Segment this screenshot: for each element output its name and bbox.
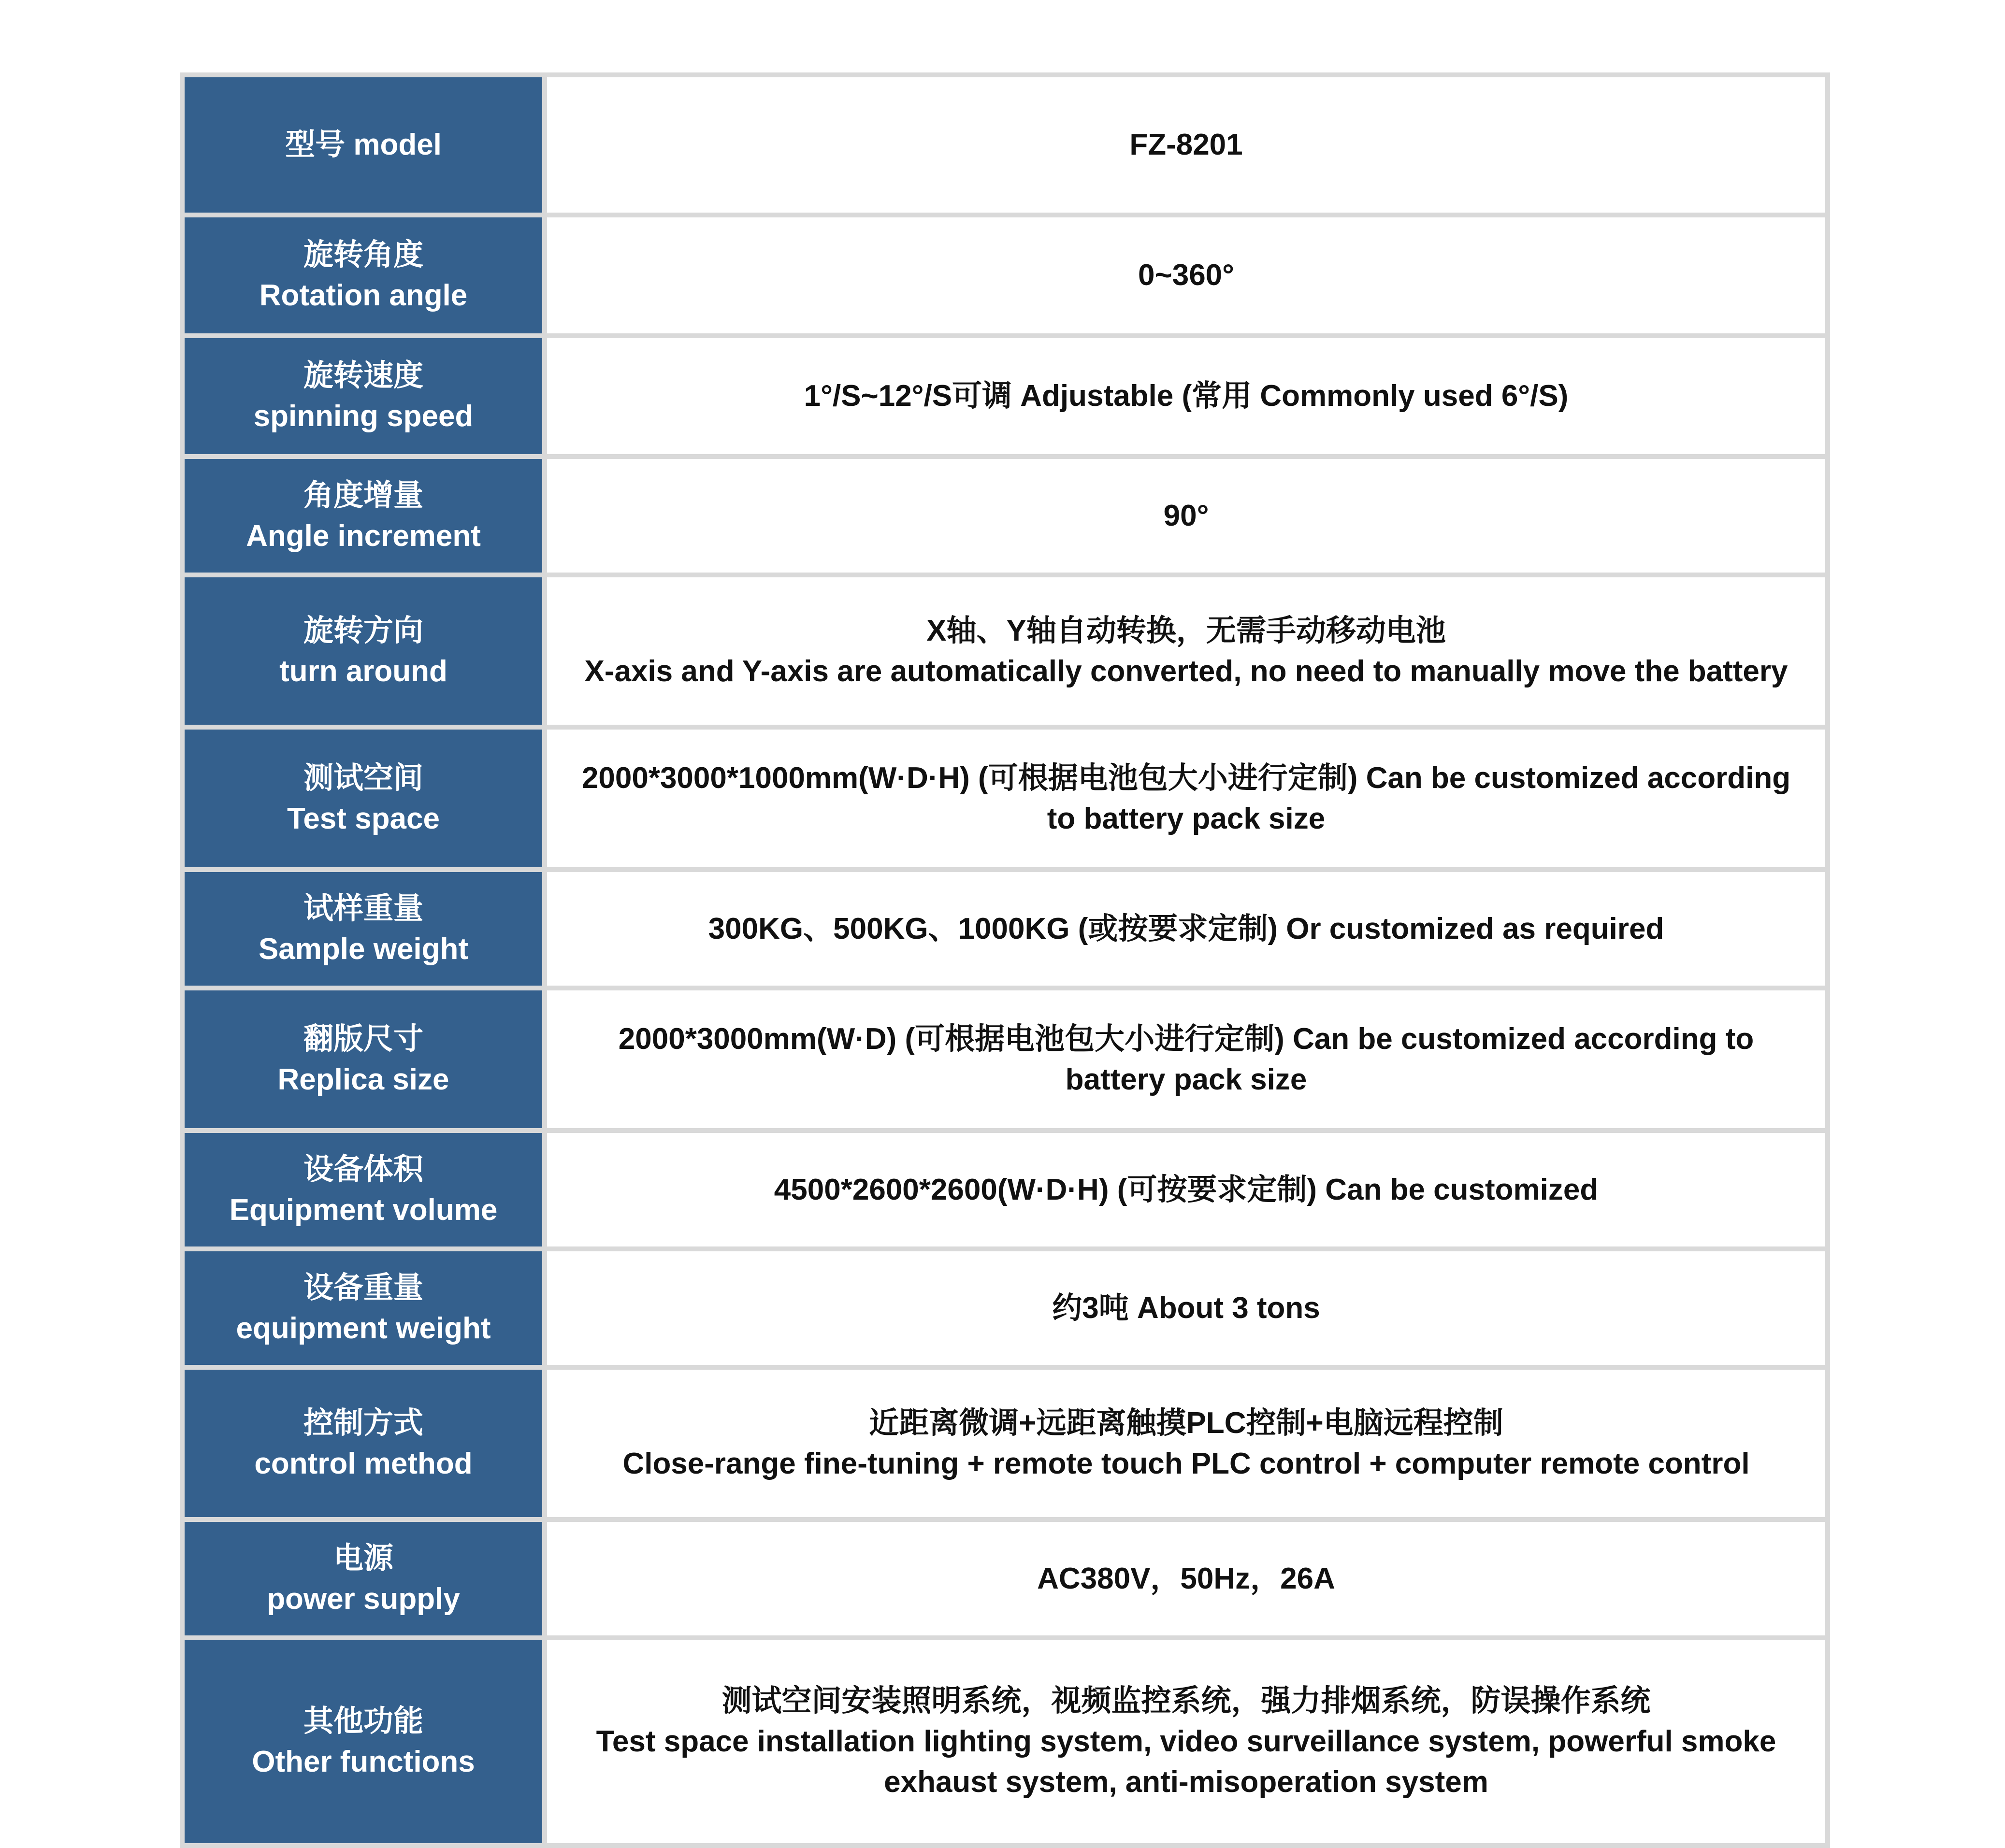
- label-text-zh: 其他功能: [303, 1705, 423, 1738]
- label-text-en: Other functions: [252, 1745, 475, 1778]
- spec-row: [185, 990, 1825, 1128]
- label-text-en: Sample weight: [258, 932, 469, 966]
- spec-table: [180, 72, 1830, 1848]
- label-text-zh: 型号 model: [285, 128, 442, 162]
- label-text-zh: 角度增量: [303, 478, 423, 512]
- spec-row-value: [547, 872, 1825, 986]
- label-text-en: Replica size: [277, 1062, 449, 1096]
- value-text: Test space installation lighting system, video surveillance system, powerful smoke exhaust system, anti-misoperation system: [596, 1725, 1776, 1799]
- spec-row-value: [547, 730, 1825, 867]
- spec-row-value: [547, 1640, 1825, 1843]
- spec-row-value: [547, 577, 1825, 725]
- label-text-zh: 旋转速度: [303, 359, 423, 393]
- spec-row-label: [185, 730, 542, 867]
- value-text: 2000*3000mm(W·D) (可根据电池包大小进行定制) Can be customized according to battery pack size: [618, 1022, 1754, 1096]
- value-text: X-axis and Y-axis are automatically converted, no need to manually move the battery: [584, 654, 1788, 688]
- spec-row-label: [185, 872, 542, 986]
- label-text-zh: 试样重量: [303, 891, 423, 925]
- spec-row-label: [185, 217, 542, 333]
- spec-row: [185, 77, 1825, 213]
- label-text-zh: 控制方式: [303, 1406, 423, 1440]
- spec-row-label: [185, 338, 542, 454]
- value-text: FZ-8201: [1129, 128, 1243, 162]
- spec-row: [185, 1133, 1825, 1246]
- spec-row-label: [185, 1370, 542, 1517]
- label-text-en: Angle increment: [246, 519, 481, 553]
- value-text: 4500*2600*2600(W·D·H) (可按要求定制) Can be customized: [774, 1173, 1599, 1206]
- value-text: 0~360°: [1138, 258, 1234, 292]
- label-text-en: spinning speed: [253, 400, 474, 433]
- label-text-en: turn around: [279, 654, 447, 688]
- label-text-en: Test space: [287, 802, 440, 835]
- value-text: 2000*3000*1000mm(W·D·H) (可根据电池包大小进行定制) Can be customized according to battery pack size: [581, 761, 1791, 835]
- label-text-en: Equipment volume: [229, 1193, 498, 1227]
- spec-row-label: [185, 1251, 542, 1365]
- label-text-zh: 旋转角度: [303, 238, 423, 272]
- label-text-zh: 测试空间: [303, 761, 423, 795]
- spec-row-value: [547, 1370, 1825, 1517]
- spec-row-label: [185, 990, 542, 1128]
- value-text: 90°: [1163, 499, 1209, 532]
- value-text: Close-range fine-tuning + remote touch PLC control + computer remote control: [622, 1447, 1750, 1480]
- spec-row: [185, 730, 1825, 867]
- spec-row-label: [185, 1640, 542, 1843]
- value-text: 300KG、500KG、1000KG (或按要求定制) Or customized as required: [708, 912, 1664, 945]
- spec-row: [185, 872, 1825, 986]
- spec-row-value: [547, 217, 1825, 333]
- value-text: 近距离微调+远距离触摸PLC控制+电脑远程控制: [869, 1406, 1503, 1440]
- label-text-zh: 旋转方向: [303, 614, 423, 647]
- label-text-en: power supply: [267, 1582, 460, 1616]
- spec-row: [185, 1370, 1825, 1517]
- value-text: X轴、Y轴自动转换，无需手动移动电池: [926, 614, 1446, 647]
- spec-row-value: [547, 459, 1825, 573]
- spec-row: [185, 1251, 1825, 1365]
- label-text-en: equipment weight: [236, 1311, 491, 1345]
- value-text: 1°/S~12°/S可调 Adjustable (常用 Commonly used 6°/S): [804, 379, 1569, 413]
- spec-row-label: [185, 577, 542, 725]
- spec-row: [185, 1522, 1825, 1635]
- spec-table-body: [185, 77, 1825, 1843]
- spec-row-value: [547, 1251, 1825, 1365]
- value-text: 测试空间安装照明系统，视频监控系统，强力排烟系统，防误操作系统: [721, 1684, 1651, 1718]
- value-text: AC380V，50Hz，26A: [1037, 1561, 1335, 1595]
- spec-row-value: [547, 1133, 1825, 1246]
- spec-row-value: [547, 338, 1825, 454]
- label-text-zh: 电源: [333, 1541, 393, 1575]
- label-text-en: control method: [254, 1447, 473, 1480]
- spec-row-label: [185, 1133, 542, 1246]
- spec-row: [185, 577, 1825, 725]
- spec-row: [185, 459, 1825, 573]
- label-text-en: Rotation angle: [259, 279, 468, 312]
- spec-row-value: [547, 990, 1825, 1128]
- spec-row-label: [185, 459, 542, 573]
- spec-row-value: [547, 1522, 1825, 1635]
- spec-row-label: [185, 77, 542, 213]
- label-text-zh: 设备体积: [303, 1152, 423, 1186]
- spec-row-value: [547, 77, 1825, 213]
- spec-row: [185, 217, 1825, 333]
- spec-row-label: [185, 1522, 542, 1635]
- spec-row: [185, 1640, 1825, 1843]
- value-text: 约3吨 About 3 tons: [1052, 1291, 1320, 1325]
- label-text-zh: 设备重量: [303, 1271, 423, 1304]
- label-text-zh: 翻版尺寸: [303, 1022, 423, 1056]
- spec-row: [185, 338, 1825, 454]
